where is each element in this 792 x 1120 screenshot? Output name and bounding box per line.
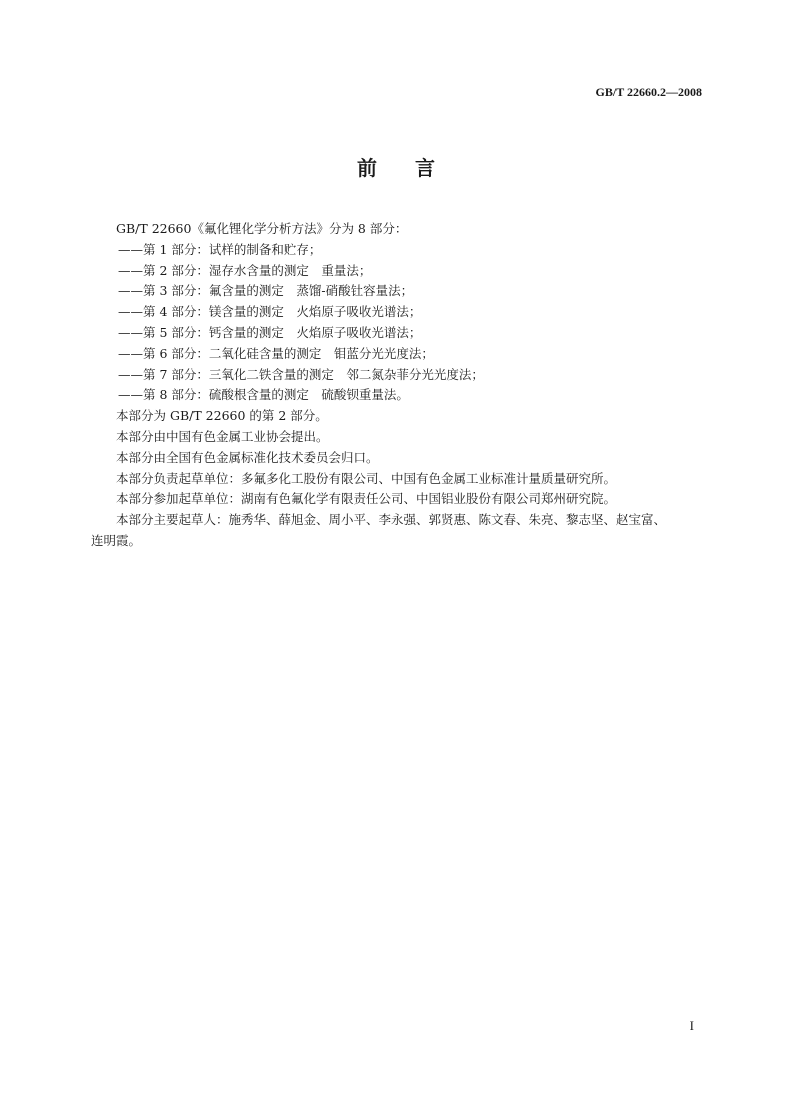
list-item: ——第 5 部分：钙含量的测定 火焰原子吸收光谱法； xyxy=(118,324,422,340)
list-item: ——第 6 部分：二氧化硅含量的测定 钼蓝分光光度法； xyxy=(118,345,434,361)
list-item: ——第 3 部分：氟含量的测定 蒸馏-硝酸钍容量法； xyxy=(118,283,414,299)
list-item: ——第 4 部分：镁含量的测定 火焰原子吸收光谱法； xyxy=(118,304,422,320)
list-item: ——第 2 部分：湿存水含量的测定 重量法； xyxy=(118,262,372,278)
standard-number: GB/T 22660.2—2008 xyxy=(595,85,702,99)
page-number: I xyxy=(689,1018,694,1033)
page-title: 前言 xyxy=(357,156,473,180)
drafters-paragraph: 本部分主要起草人：施秀华、薛旭金、周小平、李永强、郭贤惠、陈文春、朱亮、黎志坚、赵宝富、 xyxy=(116,512,667,528)
drafters-paragraph-continued: 连明霞。 xyxy=(91,532,142,548)
list-item: ——第 7 部分：三氧化二铁含量的测定 邻二氮杂菲分光光度法； xyxy=(118,366,484,382)
statement-paragraph: 本部分由中国有色金属工业协会提出。 xyxy=(116,428,329,444)
statement-paragraph: 本部分负责起草单位：多氟多化工股份有限公司、中国有色金属工业标准计量质量研究所。 xyxy=(116,470,617,486)
statement-paragraph: 本部分为 GB/T 22660 的第 2 部分。 xyxy=(116,408,328,424)
foreword-body xyxy=(91,219,703,552)
list-item: ——第 1 部分：试样的制备和贮存； xyxy=(118,241,322,257)
intro-paragraph: GB/T 22660《氟化锂化学分析方法》分为 8 部分： xyxy=(116,221,408,236)
list-item: ——第 8 部分：硫酸根含量的测定 硫酸钡重量法。 xyxy=(118,387,409,403)
statement-paragraph: 本部分参加起草单位：湖南有色氟化学有限责任公司、中国铝业股份有限公司郑州研究院。 xyxy=(116,491,617,507)
statement-paragraph: 本部分由全国有色金属标准化技术委员会归口。 xyxy=(116,449,379,465)
